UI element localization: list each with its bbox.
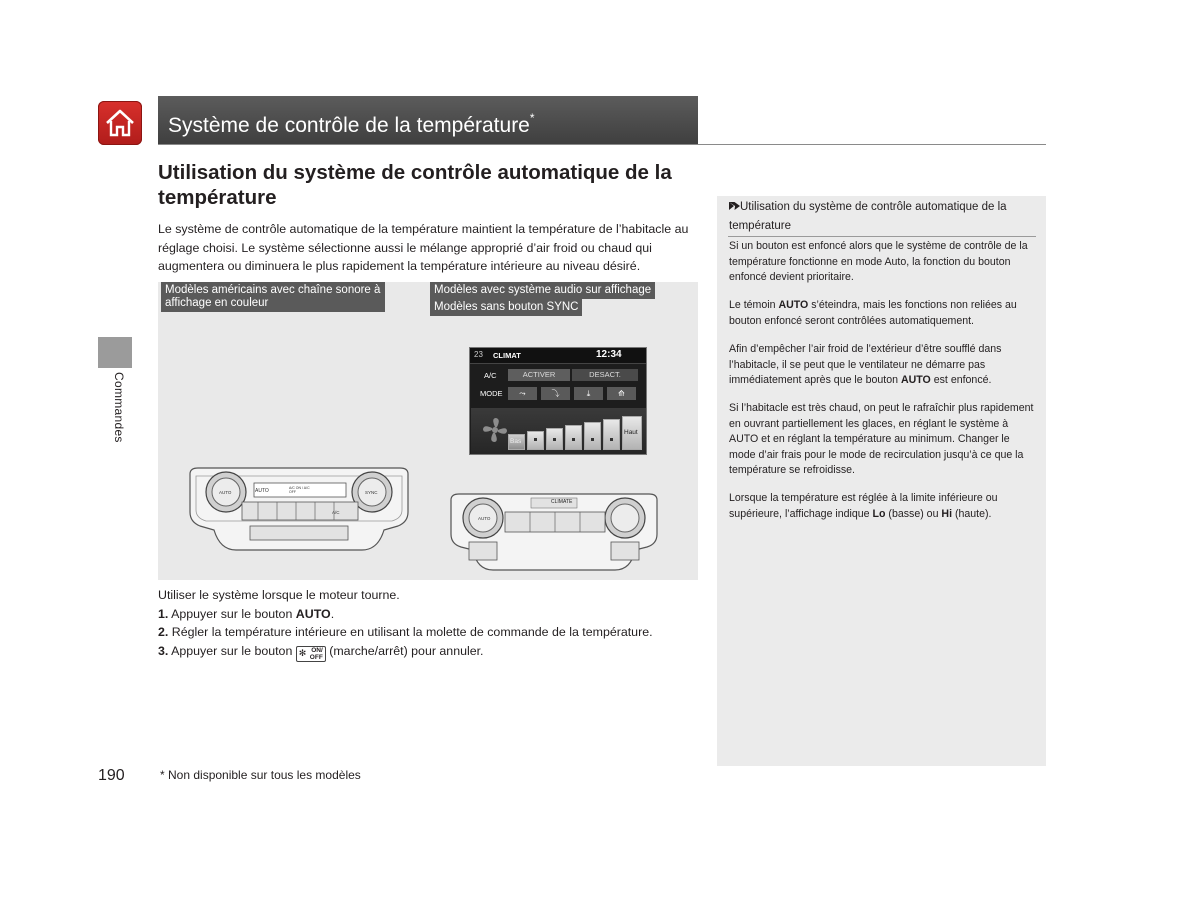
fan-step-marker	[572, 438, 575, 441]
vent-floor-icon: ⤓	[586, 389, 591, 398]
notes-heading-text: Utilisation du système de contrôle automatique de la température	[729, 201, 1007, 232]
note-text: est enfoncé.	[930, 374, 992, 386]
footnote: * Non disponible sur tous les modèles	[160, 768, 361, 782]
climate-control-panel-left	[186, 466, 412, 552]
display-mode-bilevel-button[interactable]	[541, 387, 570, 400]
display-mode-label: MODE	[480, 389, 503, 398]
note-bold: Lo	[872, 507, 886, 520]
fan-glyph-icon: ✻	[298, 647, 307, 658]
fan-step-marker	[591, 438, 594, 441]
panel-auto-indicator: AUTO	[255, 488, 269, 494]
note-bold: AUTO	[778, 299, 809, 311]
note-temp-limits	[729, 491, 1034, 522]
note-auto-indicator	[729, 298, 1034, 329]
fan-step-marker	[610, 438, 613, 441]
climate-touch-display	[469, 347, 647, 455]
note-hot-cabin: Si l’habitacle est très chaud, on peut le rafraîchir plus rapidement en ouvrant partiellement les glaces, en réglant le système à AUTO et en réglant la température au minimum. Changer le mode d’air frais pour le mode de recirculation jusqu’à ce que la température se refroidisse.	[729, 402, 1034, 476]
note-bold: Hi	[941, 507, 953, 520]
step-text: Appuyer sur le bouton	[171, 643, 296, 658]
model-tag-color-audio: Modèles américains avec chaîne sonore à affichage en couleur	[161, 282, 385, 312]
note-bold: AUTO	[900, 374, 931, 386]
step-2	[158, 623, 703, 642]
chapter-tab-marker[interactable]	[98, 337, 132, 368]
header-divider	[158, 144, 1046, 145]
panel-ac-on-off-indicator: A/C ON / A/C OFF	[289, 486, 310, 494]
step-text: Appuyer sur le bouton	[171, 606, 296, 621]
note-text: Afin d’empêcher l’air froid de l’extérieur d’être soufflé dans l’habitacle, il se peut que le ventilateur ne démarre pas immédiatement après que le bouton	[729, 343, 1002, 386]
display-climate-label: CLIMAT	[493, 351, 521, 360]
fan-step-5[interactable]	[584, 422, 601, 450]
fan-icon	[481, 416, 509, 444]
step-text: (marche/arrêt) pour annuler.	[325, 643, 484, 658]
step-1	[158, 605, 703, 624]
fan-step-3[interactable]	[546, 428, 563, 450]
note-text: (basse) ou	[885, 507, 942, 520]
step-number: 3.	[158, 643, 169, 658]
step-bold: AUTO	[295, 606, 331, 621]
panel-climate-button: CLIMATE	[551, 499, 573, 505]
step-text: Régler la température intérieure en utilisant la molette de commande de la température.	[171, 625, 653, 639]
title-asterisk: *	[529, 111, 535, 125]
panel-sync-knob: SYNC	[365, 490, 378, 495]
page-title: Système de contrôle de la température	[168, 114, 530, 137]
note-text: s’éteindra, mais les fonctions non reliées au bouton enfoncé seront contrôlées automatiquement.	[729, 299, 1017, 327]
panel-auto-knob: AUTO	[219, 490, 232, 495]
notes-arrow-icon	[729, 202, 740, 210]
note-text: Le témoin	[729, 299, 779, 311]
fan-step-high[interactable]	[622, 416, 642, 450]
home-icon	[104, 108, 136, 138]
vent-defrost-icon: ⟰	[618, 389, 625, 398]
display-mode-face-button[interactable]	[508, 387, 537, 400]
step-text: .	[330, 606, 335, 621]
vent-bilevel-icon: ⤵	[551, 389, 560, 398]
display-mode-floor-button[interactable]	[574, 387, 603, 400]
vent-face-icon: ⤳	[519, 389, 526, 398]
display-temp-icon: 23	[474, 350, 483, 359]
notes-heading	[717, 196, 1046, 236]
usage-intro: Utiliser le système lorsque le moteur tourne.	[158, 588, 400, 602]
fan-step-low[interactable]	[508, 434, 525, 450]
page-number: 190	[98, 767, 125, 784]
fan-step-marker	[553, 438, 556, 441]
note-text: Lorsque la température est réglée à la limite inférieure ou supérieure, l’affichage indique	[729, 492, 998, 520]
section-title: Utilisation du système de contrôle automatique de la température	[158, 161, 672, 209]
fan-step-2[interactable]	[527, 431, 544, 450]
step-3	[158, 642, 703, 662]
display-ac-on-button[interactable]: ACTIVER	[508, 369, 570, 381]
panel-right-auto-knob: AUTO	[478, 516, 491, 521]
fan-step-4[interactable]	[565, 425, 582, 450]
step-number: 1.	[158, 606, 169, 621]
fan-step-6[interactable]	[603, 419, 620, 450]
on-off-icon-label: ON/ OFF	[309, 646, 323, 661]
fan-step-marker	[534, 438, 537, 441]
chapter-title-bar	[158, 96, 698, 144]
display-fan-speed-area	[471, 408, 646, 454]
note-priority: Si un bouton est enfoncé alors que le système de contrôle de la température fonctionne en mode Auto, la fonction du bouton enfoncé devient prioritaire.	[729, 240, 1028, 283]
fan-high-label: Haut	[624, 429, 638, 436]
notes-heading-divider	[728, 236, 1036, 237]
display-ac-label: A/C	[484, 371, 497, 380]
on-off-button-icon	[296, 646, 326, 662]
home-button[interactable]	[98, 101, 142, 145]
note-text: (haute).	[952, 507, 992, 520]
model-tag-no-sync: Modèles sans bouton SYNC	[430, 299, 582, 316]
model-tag-display-audio: Modèles avec système audio sur affichage	[430, 282, 655, 299]
display-clock: 12:34	[596, 349, 622, 360]
fan-low-label: Bas	[510, 438, 522, 445]
display-mode-defrost-button[interactable]	[607, 387, 636, 400]
usage-instructions	[158, 586, 703, 662]
display-ac-off-button[interactable]: DESACT.	[572, 369, 638, 381]
panel-ac-button: A/C	[332, 510, 340, 515]
intro-paragraph: Le système de contrôle automatique de la température maintient la température de l’habitacle au réglage choisi. Le système sélectionne aussi le mélange approprié d’air froid ou chaud qui augmentera ou diminuera le plus rapidement la température intérieure au niveau désiré.	[158, 222, 689, 273]
chapter-tab-label: Commandes	[112, 372, 126, 443]
note-fan-delay	[729, 342, 1034, 389]
step-number: 2.	[158, 625, 169, 639]
